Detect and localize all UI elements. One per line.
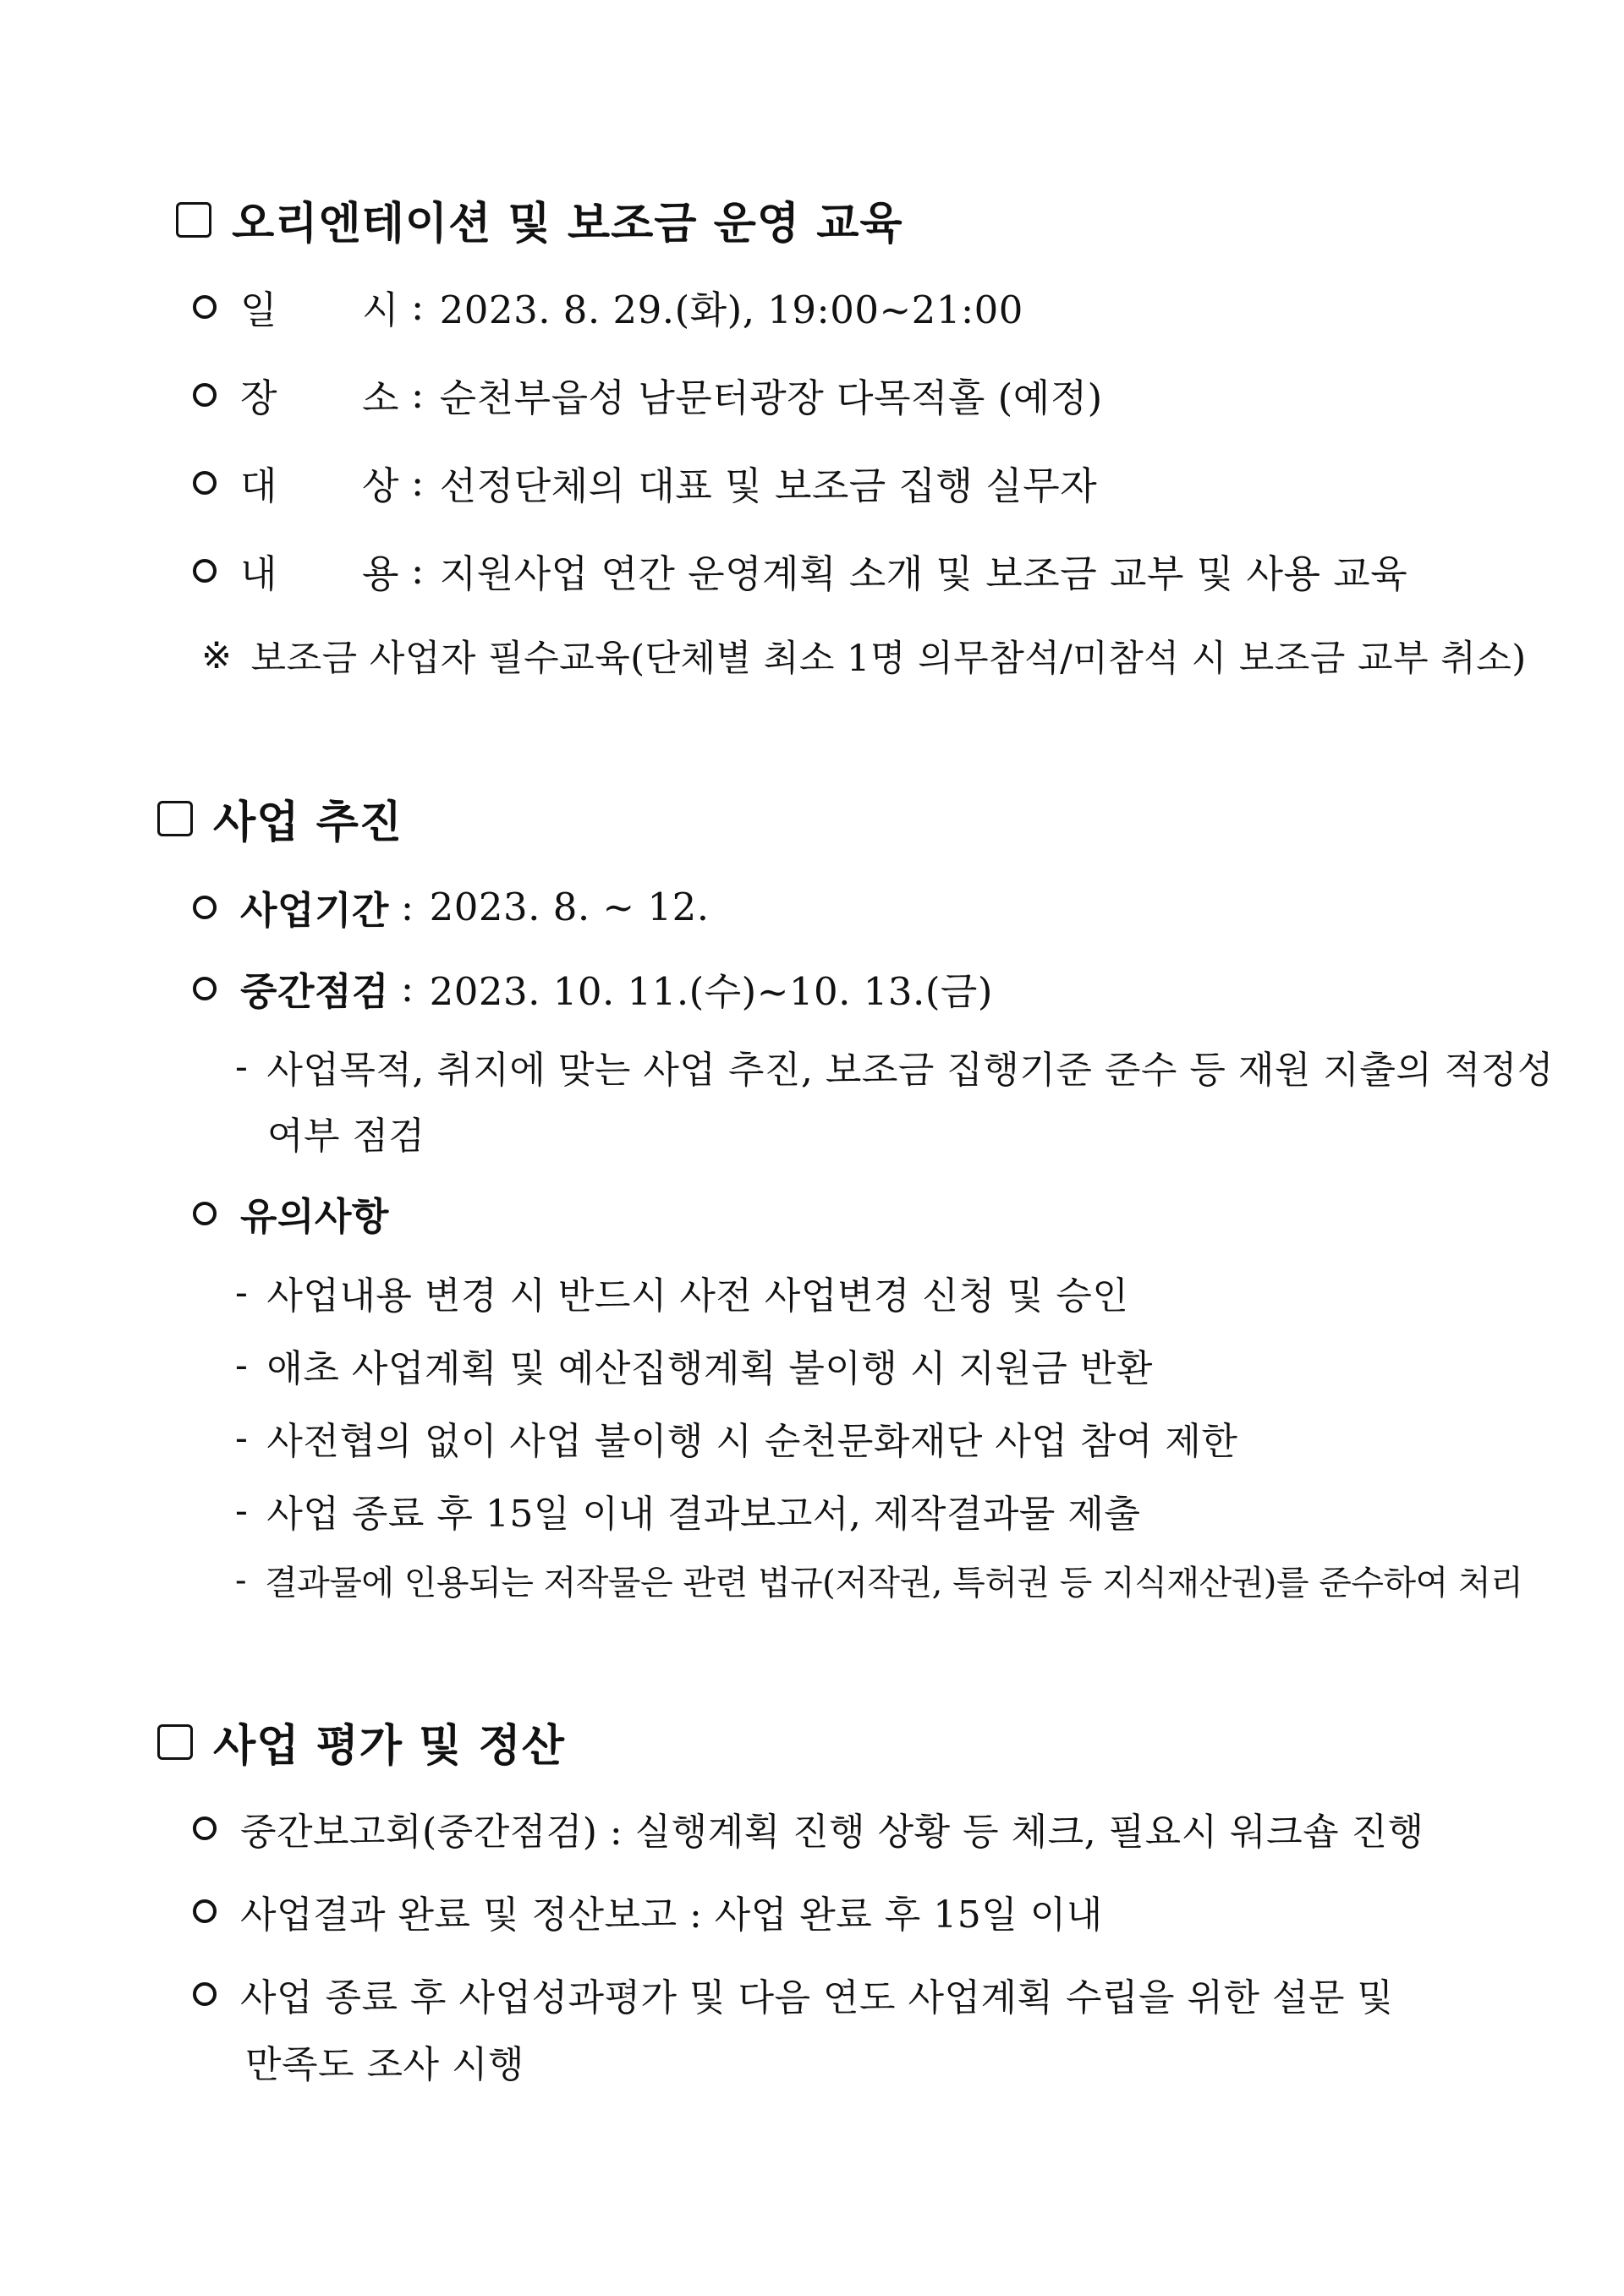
circle-bullet-icon: [193, 1817, 217, 1840]
row-value: 순천부읍성 남문터광장 다목적홀 (예정): [439, 375, 1103, 420]
eval-item: [193, 1801, 1424, 1855]
row-label: 장 소: [240, 375, 399, 420]
info-row-target: [193, 455, 1097, 510]
dash-marker: -: [235, 1416, 249, 1460]
row-label: 일 시: [240, 288, 399, 332]
notice-item: [235, 1556, 1522, 1604]
circle-bullet-icon: [193, 295, 217, 319]
dash-marker: -: [235, 1044, 249, 1088]
notice-text: 사업내용 변경 시 반드시 사전 사업변경 신청 및 승인: [266, 1274, 1129, 1318]
note-row: [201, 630, 1527, 682]
circle-bullet-icon: [193, 1899, 217, 1923]
section-heading-orientation: [176, 188, 903, 251]
row-label: 내 용: [240, 551, 399, 596]
notice-text: 사전협의 없이 사업 불이행 시 순천문화재단 사업 참여 제한: [266, 1420, 1238, 1463]
notice-item: [235, 1483, 1140, 1537]
detail-row: [235, 1039, 1554, 1093]
checkbox-icon: [157, 801, 193, 836]
eval-item: [193, 1967, 1393, 2021]
section-title: 사업 추진: [213, 797, 403, 848]
row-value: 2023. 8. 29.(화), 19:00~21:00: [439, 288, 1023, 332]
section-heading-evaluation: [157, 1710, 565, 1773]
info-row-date: [193, 279, 1023, 334]
eval-text: 중간보고회(중간점검) : 실행계획 진행 상황 등 체크, 필요시 워크숍 진행: [240, 1811, 1424, 1854]
notice-text: 애초 사업계획 및 예산집행계획 불이행 시 지원금 반환: [266, 1347, 1153, 1390]
colon-separator: :: [400, 966, 414, 1011]
info-row-place: [193, 367, 1103, 422]
row-label: 중간점검: [240, 969, 389, 1014]
dash-marker: -: [235, 1488, 249, 1532]
detail-row-continued: 여부 점검: [267, 1115, 425, 1158]
section-title: 오리엔테이션 및 보조금 운영 교육: [232, 199, 903, 249]
notice-text: 결과물에 인용되는 저작물은 관련 법규(저작권, 특허권 등 지식재산권)를 준수하여 처리: [265, 1564, 1523, 1603]
row-label: 유의사항: [240, 1194, 389, 1239]
eval-text: 사업결과 완료 및 정산보고 : 사업 완료 후 15일 이내: [240, 1893, 1103, 1937]
dash-marker: -: [235, 1343, 249, 1387]
circle-bullet-icon: [193, 559, 217, 583]
notice-text: 사업 종료 후 15일 이내 결과보고서, 제작결과물 제출: [266, 1493, 1141, 1536]
row-label: 대 상: [240, 463, 399, 508]
notice-item: [235, 1338, 1153, 1392]
colon-separator: :: [400, 885, 414, 929]
notice-item: [235, 1411, 1237, 1465]
info-row-midcheck: [193, 961, 993, 1016]
checkbox-icon: [157, 1724, 193, 1760]
eval-item-continued: 만족도 조사 시행: [245, 2043, 524, 2086]
circle-bullet-icon: [193, 1202, 217, 1225]
row-label: 사업기간: [240, 888, 389, 933]
section-heading-project: [157, 786, 403, 850]
note-text: 보조금 사업자 필수교육(단체별 최소 1명 의무참석/미참석 시 보조금 교부 취소): [250, 638, 1527, 680]
circle-bullet-icon: [193, 1982, 217, 2006]
section-title: 사업 평가 및 정산: [213, 1721, 565, 1772]
eval-text: 사업 종료 후 사업성과평가 및 다음 연도 사업계획 수립을 위한 설문 및: [240, 1976, 1394, 2019]
info-row-notices: [193, 1186, 389, 1241]
row-value: 2023. 10. 11.(수)~10. 13.(금): [429, 969, 993, 1014]
eval-item: [193, 1884, 1103, 1938]
dash-marker: -: [235, 1270, 249, 1314]
detail-text: 사업목적, 취지에 맞는 사업 추진, 보조금 집행기준 준수 등 재원 지출의 적정성: [266, 1049, 1554, 1092]
row-value: 지원사업 연간 운영계획 소개 및 보조금 교부 및 사용 교육: [439, 551, 1408, 596]
colon-separator: :: [411, 372, 425, 417]
circle-bullet-icon: [193, 977, 217, 1000]
row-value: 선정단체의 대표 및 보조금 집행 실무자: [439, 463, 1098, 508]
circle-bullet-icon: [193, 896, 217, 919]
row-value: 2023. 8. ~ 12.: [429, 885, 710, 929]
colon-separator: :: [411, 548, 425, 593]
dash-marker: -: [235, 1560, 247, 1600]
notice-item: [235, 1265, 1128, 1319]
colon-separator: :: [411, 460, 425, 505]
circle-bullet-icon: [193, 383, 217, 407]
checkbox-icon: [176, 202, 211, 238]
info-row-period: [193, 879, 710, 934]
reference-mark-icon: ※: [201, 634, 233, 677]
circle-bullet-icon: [193, 471, 217, 495]
colon-separator: :: [411, 284, 425, 329]
info-row-content: [193, 543, 1407, 598]
